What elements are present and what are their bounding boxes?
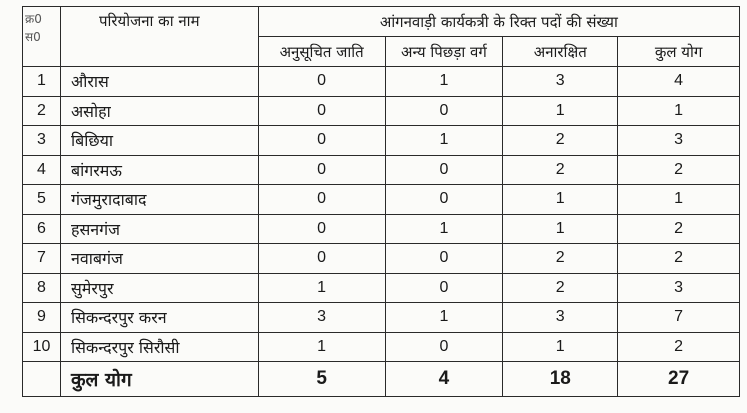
project-name-cell: औरास [60, 67, 258, 97]
obc-cell: 0 [385, 185, 503, 215]
total-cell: 1 [618, 96, 740, 126]
serial-header-line2: स0 [25, 30, 41, 44]
table-row [23, 303, 740, 333]
table-row [23, 185, 740, 215]
obc-cell: 0 [385, 96, 503, 126]
obc-cell: 0 [385, 244, 503, 274]
total-row [23, 362, 740, 397]
sc-cell: 3 [258, 303, 385, 333]
total-cell: 7 [618, 303, 740, 333]
table-row [23, 244, 740, 274]
serial-number-header [23, 7, 61, 67]
total-cell: 2 [618, 332, 740, 362]
obc-cell: 0 [385, 273, 503, 303]
general-cell: 2 [503, 273, 618, 303]
general-cell: 1 [503, 185, 618, 215]
table-row [23, 214, 740, 244]
project-name-cell: बांगरमऊ [60, 155, 258, 185]
sc-cell: 0 [258, 185, 385, 215]
obc-cell: 1 [385, 214, 503, 244]
obc-header: अन्य पिछड़ा वर्ग [385, 37, 503, 67]
sc-cell: 0 [258, 155, 385, 185]
sc-header: अनुसूचित जाति [258, 37, 385, 67]
general-cell: 3 [503, 303, 618, 333]
sc-cell: 1 [258, 273, 385, 303]
total-cell: 1 [618, 185, 740, 215]
table-row [23, 332, 740, 362]
total-obc: 4 [385, 362, 503, 397]
table-row [23, 155, 740, 185]
total-cell: 3 [618, 273, 740, 303]
general-cell: 3 [503, 67, 618, 97]
serial-number-cell: 1 [23, 67, 61, 97]
sc-cell: 0 [258, 214, 385, 244]
serial-number-cell: 9 [23, 303, 61, 333]
total-sc: 5 [258, 362, 385, 397]
total-general: 18 [503, 362, 618, 397]
project-name-cell: गंजमुरादाबाद [60, 185, 258, 215]
project-name-cell: असोहा [60, 96, 258, 126]
sc-cell: 0 [258, 244, 385, 274]
project-name-cell: बिछिया [60, 126, 258, 156]
serial-number-cell: 4 [23, 155, 61, 185]
sc-cell: 0 [258, 67, 385, 97]
obc-cell: 1 [385, 67, 503, 97]
table-row [23, 96, 740, 126]
project-name-header: परियोजना का नाम [60, 7, 258, 67]
project-name-cell: सिकन्दरपुर सिरौसी [60, 332, 258, 362]
total-total: 27 [618, 362, 740, 397]
serial-number-cell: 2 [23, 96, 61, 126]
serial-number-cell: 6 [23, 214, 61, 244]
total-cell: 2 [618, 244, 740, 274]
total-row-sn [23, 362, 61, 397]
serial-header-line1: क्र0 [25, 12, 42, 26]
vacancy-table [22, 6, 740, 397]
total-cell: 3 [618, 126, 740, 156]
project-name-cell: हसनगंज [60, 214, 258, 244]
total-row-label: कुल योग [60, 362, 258, 397]
sc-cell: 0 [258, 126, 385, 156]
serial-number-cell: 7 [23, 244, 61, 274]
general-header: अनारक्षित [503, 37, 618, 67]
obc-cell: 0 [385, 332, 503, 362]
serial-number-cell: 8 [23, 273, 61, 303]
serial-number-cell: 5 [23, 185, 61, 215]
obc-cell: 0 [385, 155, 503, 185]
total-cell: 4 [618, 67, 740, 97]
serial-number-cell: 10 [23, 332, 61, 362]
general-cell: 1 [503, 332, 618, 362]
general-cell: 1 [503, 96, 618, 126]
general-cell: 2 [503, 126, 618, 156]
project-name-cell: सुमेरपुर [60, 273, 258, 303]
group-title-header: आंगनवाड़ी कार्यकत्री के रिक्त पदों की संख्या [258, 7, 739, 37]
total-header: कुल योग [618, 37, 740, 67]
table-row [23, 67, 740, 97]
general-cell: 2 [503, 244, 618, 274]
obc-cell: 1 [385, 303, 503, 333]
serial-number-cell: 3 [23, 126, 61, 156]
table-row [23, 126, 740, 156]
sc-cell: 0 [258, 96, 385, 126]
table-row [23, 273, 740, 303]
general-cell: 2 [503, 155, 618, 185]
total-cell: 2 [618, 214, 740, 244]
general-cell: 1 [503, 214, 618, 244]
sc-cell: 1 [258, 332, 385, 362]
total-cell: 2 [618, 155, 740, 185]
obc-cell: 1 [385, 126, 503, 156]
project-name-cell: सिकन्दरपुर करन [60, 303, 258, 333]
project-name-cell: नवाबगंज [60, 244, 258, 274]
